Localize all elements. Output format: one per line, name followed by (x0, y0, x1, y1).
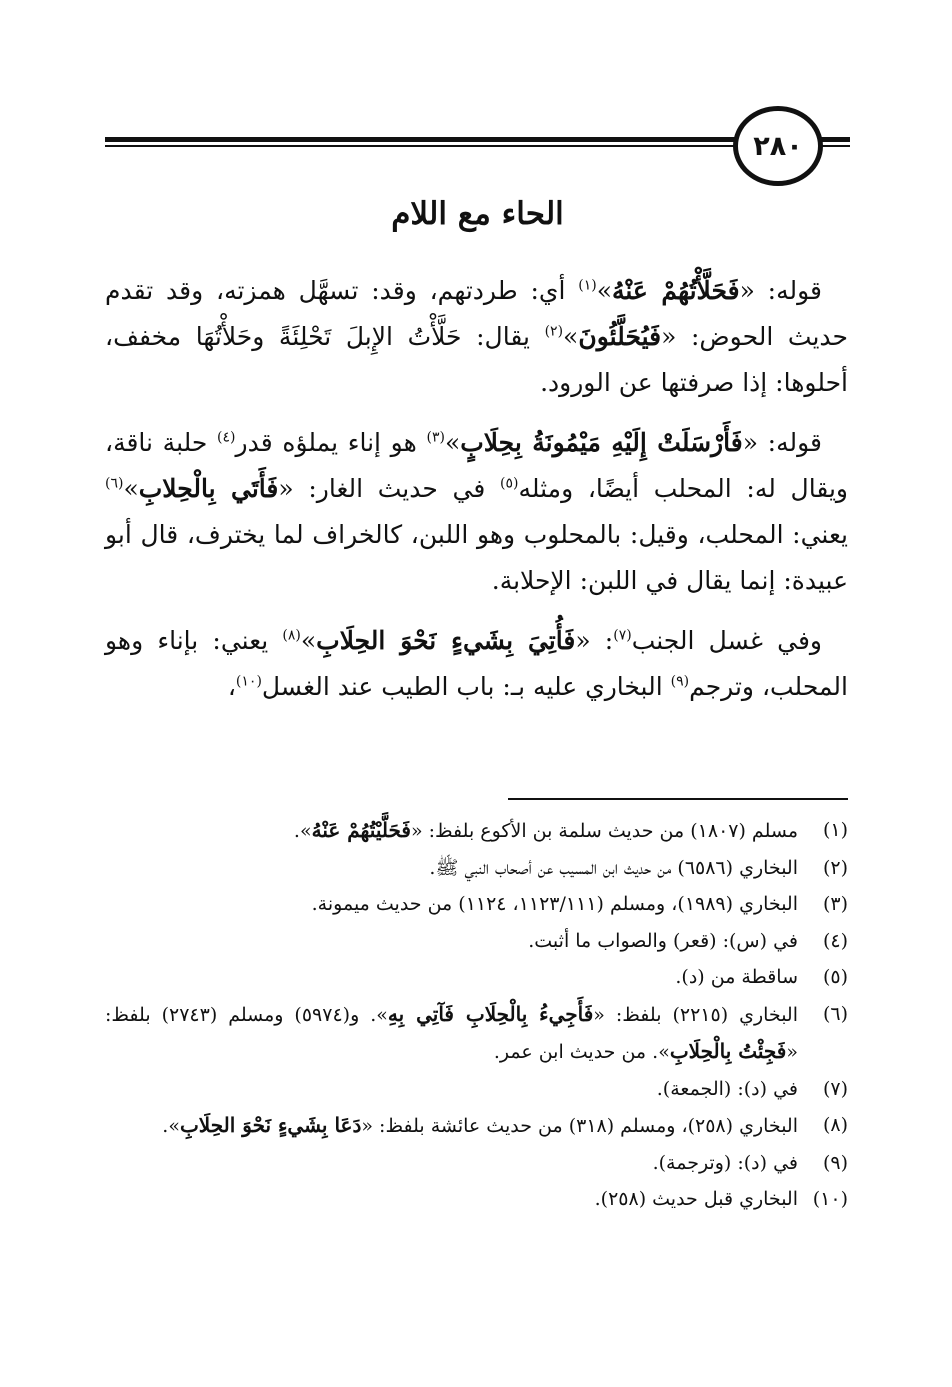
quoted-hadith: فَأَرْسَلَتْ إِلَيْهِ مَيْمُونَةُ بِحِلَابٍ (460, 428, 743, 457)
text: ». و(٥٩٧٤) ومسلم (٢٧٤٣) بلفظ: « (105, 1003, 798, 1063)
main-text (105, 268, 848, 724)
footnotes (105, 812, 848, 1218)
text: : « (575, 626, 614, 655)
quoted-hadith: فَحَلَّيْتُهُمْ عَنْهُ (311, 818, 411, 842)
footnote-ref: (٤) (217, 429, 236, 446)
text: ». (162, 1115, 180, 1137)
text: البخاري (٢٢١٥) بلفظ: « (593, 1003, 799, 1026)
footnote-separator (508, 798, 848, 800)
footnote-ref: (٧) (613, 627, 632, 644)
footnote-ref: (٨) (282, 627, 301, 644)
paragraph-2 (105, 420, 848, 604)
footnote-number: (٦) (822, 1002, 848, 1025)
text: أي: طردتهم، وقد: تسهَّل همزته، وقد تقدم حديث الحوض: « (105, 276, 848, 351)
footnote-number: (٢) (822, 856, 848, 879)
text: البخاري عليه بـ: باب الطيب عند الغسل (261, 672, 671, 701)
text: البخاري (٢٥٨)، ومسلم (٣١٨) من حديث عائشة بلفظ: « (361, 1115, 798, 1137)
footnote-text (105, 1107, 798, 1145)
text: وفي غسل الجنب (631, 626, 822, 655)
footnote-number: (٥) (822, 966, 848, 988)
footnote-text: ساقطة من (د). (675, 966, 798, 988)
quoted-hadith: فَأَتَي بِالْحِلابِ (138, 474, 279, 503)
footnote-text: في (د): (وترجمة). (652, 1151, 798, 1174)
text: يعني: المحلب، وقيل: بالمحلوب وهو اللبن، كالخراف لما يخترف، قال أبو عبيدة: إنما يقال في اللبن: الإحلابة. (105, 520, 848, 595)
text: يعني: بإناء وهو المحلب، وترجم (105, 626, 848, 701)
footnote-ref: (٩) (670, 673, 690, 690)
text: » (563, 322, 579, 351)
footnote-text: في (د): (الجمعة). (656, 1077, 798, 1100)
paragraph-1 (105, 268, 848, 406)
footnote-ref: (١) (578, 277, 597, 294)
footnote (105, 1145, 848, 1182)
text: حلبة ناقة، ويقال له: المحلب أيضًا، ومثله (105, 428, 849, 503)
text: » (596, 276, 612, 305)
text: قوله: « (742, 428, 822, 457)
footnote (105, 1181, 848, 1218)
footnote (105, 1107, 848, 1145)
footnote-text: في (س): (قعر) والصواب ما أثبت. (528, 929, 798, 952)
footnote-ref: (٢) (544, 323, 564, 340)
footnote-number: (٧) (822, 1077, 848, 1100)
footnote (105, 923, 848, 960)
footnote-ref: (١٠) (235, 673, 262, 690)
footnote-text (105, 996, 798, 1071)
footnote-number: (٤) (822, 929, 848, 952)
quoted-hadith: فَيُحَلَّئُونَ (578, 322, 662, 351)
footnote-text: البخاري (١٩٨٩)، ومسلم (١١٢٣/١١١، ١١٢٤) من حديث ميمونة. (311, 893, 798, 915)
footnote-text: البخاري قبل حديث (٢٥٨). (594, 1188, 798, 1210)
text: » (300, 626, 317, 655)
footnote-text (105, 812, 798, 850)
quoted-hadith: دَعَا بِشَيءٍ نَحْوَ الحِلَابِ (179, 1113, 362, 1137)
footnote-number: (١) (822, 819, 848, 841)
quoted-hadith: فَحَلَّأْتُهُمْ عَنْهُ (611, 276, 740, 305)
footnote (105, 886, 848, 923)
footnote-number: (٩) (822, 1151, 848, 1174)
text: مسلم (١٨٠٧) من حديث سلمة بن الأكوع بلفظ: « (410, 820, 798, 842)
footnote-number: (٨) (822, 1114, 848, 1136)
quoted-hadith: فَأَجِيءُ بِالْحِلَابِ فَآتِي بِهِ (387, 1001, 594, 1026)
footnote-ref: (٦) (105, 475, 124, 492)
footnote-number: (١٠) (812, 1188, 848, 1210)
quoted-hadith: فَجِئْتُ بِالْحِلَابِ (669, 1039, 787, 1063)
text: هو إناء يملؤه قدر (235, 428, 427, 457)
text: في حديث الغار: « (278, 474, 500, 503)
page-number: ٢٨٠ (733, 106, 823, 186)
footnote-ref: (٥) (499, 475, 519, 492)
text: يقال: حَلَّأْتُ الإِبلَ تَحْلِئَةً وحَلأْتُهَا مخفف، أحلوها: إذا صرفتها عن الورود. (105, 322, 848, 397)
text: ». من حديث ابن عمر. (493, 1041, 670, 1063)
footnote (105, 996, 848, 1071)
footnote (105, 959, 848, 996)
paragraph-3 (105, 618, 848, 710)
footnote (105, 812, 848, 850)
footnote-ref: (٣) (426, 429, 445, 446)
text: » (444, 428, 461, 457)
text: ». (293, 820, 312, 842)
footnote (105, 1071, 848, 1108)
section-title: الحاء مع اللام (391, 196, 564, 232)
footnote-number: (٣) (822, 893, 848, 915)
footnote (105, 850, 848, 887)
quoted-hadith: فَأُتِيَ بِشَيءٍ نَحْوَ الحِلَابِ (316, 626, 576, 655)
text: ، (227, 672, 236, 701)
text: » (123, 474, 139, 503)
footnote-text: البخاري (٦٥٨٦) من حديث ابن المسيب عن أصحاب النبي ﷺ. (429, 856, 798, 879)
text: قوله: « (739, 276, 822, 305)
